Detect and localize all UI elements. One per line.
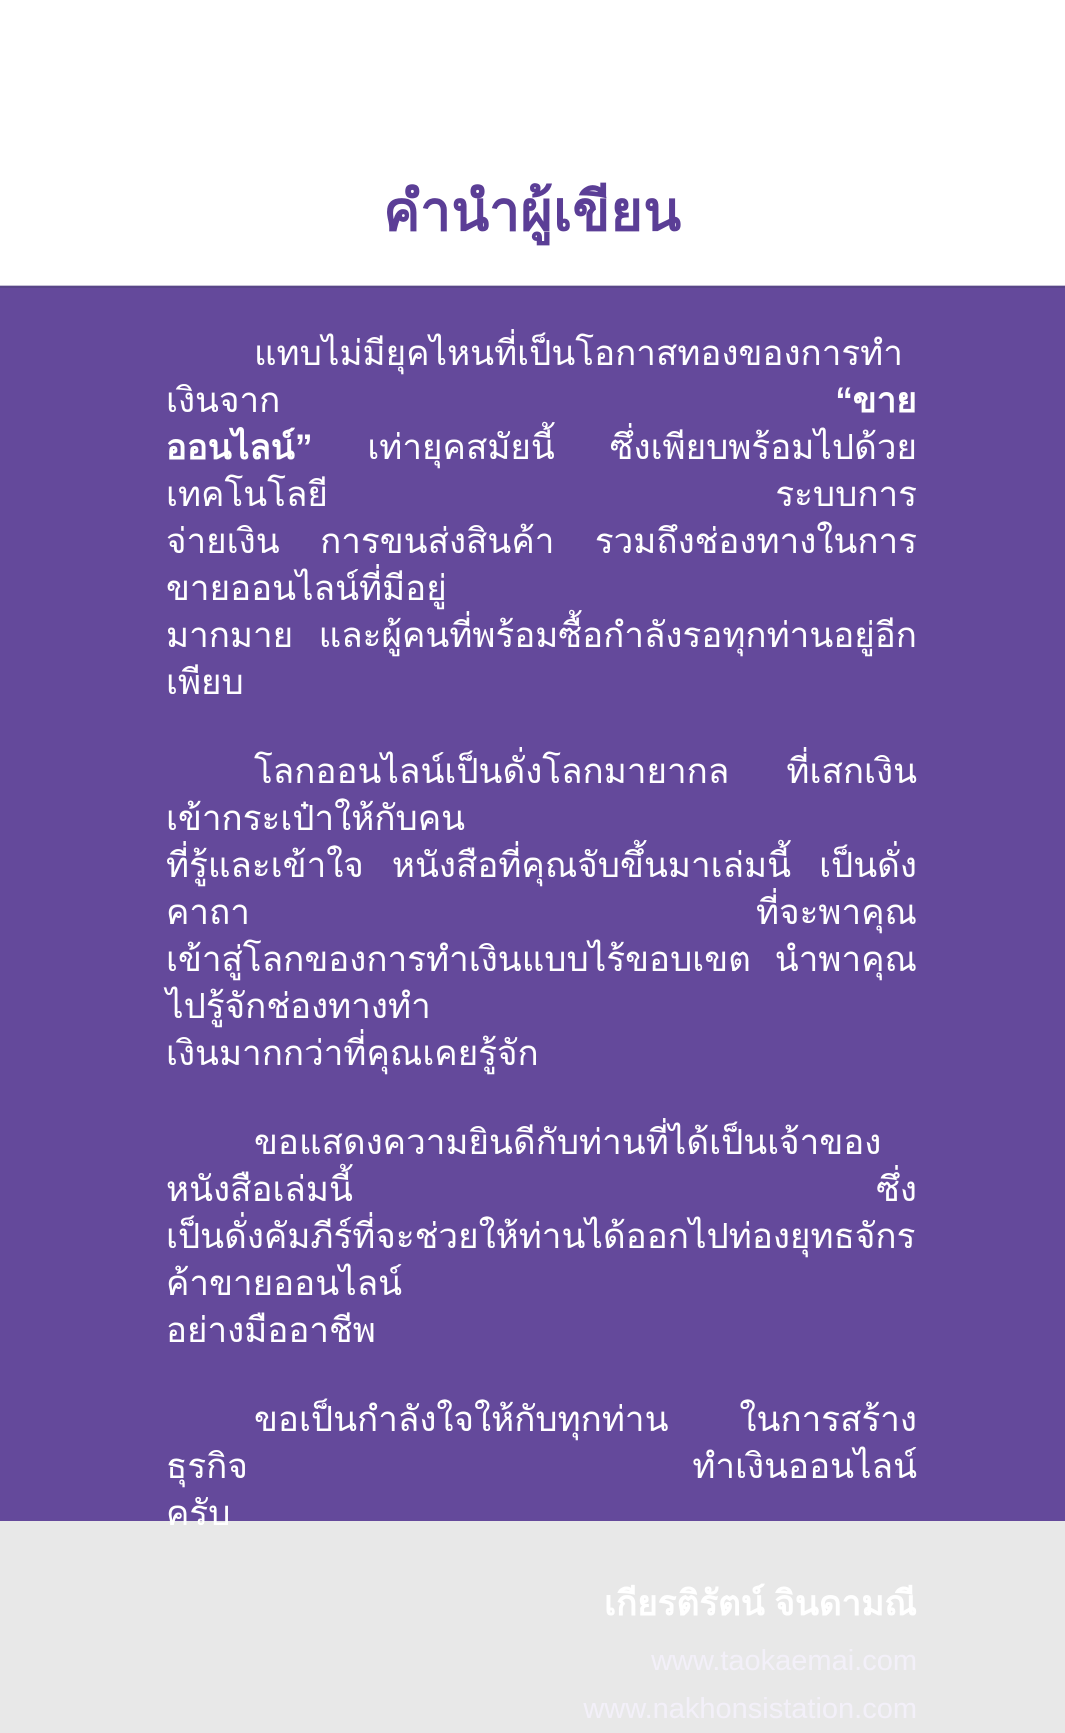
page-header (0, 0, 1065, 286)
preface-line (166, 1396, 917, 1490)
preface-paragraph (166, 1396, 917, 1537)
text-segment: ขอแสดงความยินดีกับท่านที่ได้เป็นเจ้าของหนังสือเล่มนี้ ซึ่ง (166, 1123, 917, 1209)
preface-line (166, 748, 917, 842)
signature-block (166, 1579, 917, 1733)
text-segment: อย่างมืออาชีพ (166, 1311, 376, 1350)
preface-paragraph (166, 330, 917, 706)
website-url-nakhonsistation: www.nakhonsistation.com (583, 1693, 917, 1725)
preface-line (166, 1213, 917, 1307)
preface-line (166, 1030, 917, 1077)
text-segment: ที่รู้และเข้าใจ หนังสือที่คุณจับขึ้นมาเล่มนี้ เป็นดั่งคาถา ที่จะพาคุณ (166, 846, 917, 932)
preface-line (166, 842, 917, 936)
preface-line (166, 1119, 917, 1213)
text-segment: ขอเป็นกำลังใจให้กับทุกท่าน ในการสร้างธุรกิจ ทำเงินออนไลน์ (166, 1400, 917, 1486)
text-segment: เงินมากกว่าที่คุณเคยรู้จัก (166, 1034, 539, 1073)
page-title: คำนำผู้เขียน (383, 180, 682, 242)
text-segment: แทบไม่มียุคไหนที่เป็นโอกาสทองของการทำเงินจาก (166, 334, 903, 420)
text-segment: มากมาย และผู้คนที่พร้อมซื้อกำลังรอทุกท่านอยู่อีกเพียบ (166, 616, 917, 702)
preface-paragraph (166, 1119, 917, 1354)
text-segment: เป็นดั่งคัมภีร์ที่จะช่วยให้ท่านได้ออกไปท่องยุทธจักรค้าขายออนไลน์ (166, 1217, 916, 1303)
preface-line (166, 612, 917, 706)
preface-line (166, 518, 917, 612)
text-segment: จ่ายเงิน การขนส่งสินค้า รวมถึงช่องทางในการขายออนไลน์ที่มีอยู่ (166, 522, 917, 608)
preface-paragraphs (166, 330, 917, 1537)
author-name: เกียรติรัตน์ จินดามณี (604, 1584, 917, 1623)
text-segment: โลกออนไลน์เป็นดั่งโลกมายากล ที่เสกเงินเข้ากระเป๋าให้กับคน (166, 752, 917, 838)
preface-line (166, 1490, 917, 1537)
website-url-taokaemai: www.taokaemai.com (651, 1645, 917, 1677)
preface-paragraph (166, 748, 917, 1077)
highlighted-phrase: ออนไลน์” (166, 428, 313, 467)
text-segment: เท่ายุคสมัยนี้ ซึ่งเพียบพร้อมไปด้วยเทคโนโลยี ระบบการ (166, 428, 917, 514)
preface-panel (0, 286, 1065, 1725)
preface-line (166, 1307, 917, 1354)
text-segment: ครับ (166, 1494, 231, 1533)
preface-line (166, 424, 917, 518)
text-segment: เข้าสู่โลกของการทำเงินแบบไร้ขอบเขต นำพาคุณไปรู้จักช่องทางทำ (166, 940, 917, 1026)
preface-content (166, 330, 917, 1733)
preface-line (166, 936, 917, 1030)
highlighted-phrase: “ขาย (835, 381, 917, 420)
preface-line (166, 330, 917, 424)
